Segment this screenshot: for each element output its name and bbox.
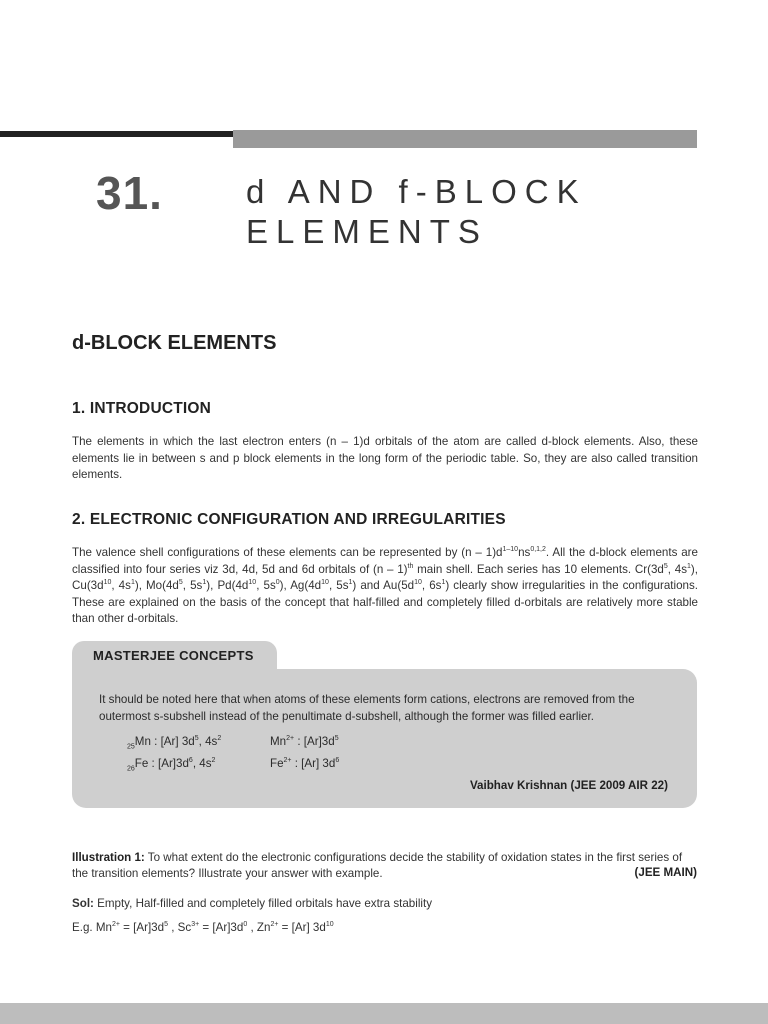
config-heading: 2. ELECTRONIC CONFIGURATION AND IRREGULARITIES (72, 511, 506, 528)
config-paragraph: The valence shell configurations of these elements can be represented by $(n - 1)d^{1-10}ns^{0,1,2}$. All the d-block elements are classified into four series viz 3d, 4d, 5d and 6d orbitals of (n – 1)$^{th}$ main shell. Each series has 10 elements. $Cr(3d^5$, $4s^1$), $Cu(3d^{10}$, $4s^1$), $Mo(4d^5$, $5s^1$), $Pd(4d^{10}$, $5s^0$), $Ag(4d^{10}$, $5s^1$) and $Au(5d^{10}$, $6s^1$) clearly show irregularities in the configurations. These are explained on the basis of the concept that half-filled and completely filled d-orbitals are relatively more stable than other d-orbitals. (72, 546, 699, 625)
chapter-title-line2: ELEMENTS (246, 213, 488, 250)
illustration-question: To what extent do the electronic configurations decide the stability of oxidation states in the first series of the transition elements? Illustrate your answer with example. (72, 851, 683, 880)
mn-configuration: $_{25}$Mn : [Ar] $3d^5$, $4s^2$ (127, 735, 222, 751)
solution (72, 897, 432, 910)
fe-ion-configuration: $Fe^{2+}$ : [Ar] $3d^6$ (270, 757, 340, 770)
chapter-title (246, 172, 587, 252)
fe-configuration: $_{26}$Fe : $[Ar]3d^6$, $4s^2$ (127, 757, 216, 773)
intro-paragraph: The elements in which the last electron enters (n – 1)d orbitals of the atom are called d-block elements. Also, these elements lie in between s and p block elements in the long form of the periodic table. So, they are also called transition elements. (72, 435, 698, 481)
footer-bar (0, 1003, 768, 1024)
masterjee-tab-label: MASTERJEE CONCEPTS (93, 648, 254, 663)
masterjee-concept-box (72, 669, 697, 808)
masterjee-text: It should be noted here that when atoms of these elements form cations, electrons are removed from the outermost s-subshell instead of the penultimate d-subshell, although the former was filled earlier. (99, 693, 635, 723)
masterjee-attribution: Vaibhav Krishnan (JEE 2009 AIR 22) (469, 779, 668, 792)
header-rule-grey (233, 130, 697, 148)
solution-text: Empty, Half-filled and completely filled orbitals have extra stability (93, 897, 432, 910)
chapter-number: 31. (96, 167, 163, 219)
header-rule-dark (0, 131, 233, 137)
exam-tag: (JEE MAIN) (634, 866, 697, 879)
intro-heading: 1. INTRODUCTION (72, 400, 212, 417)
illustration-label: Illustration 1: (72, 851, 145, 864)
masterjee-tab (72, 641, 277, 671)
illustration-1 (72, 850, 698, 882)
mn-ion-configuration: $Mn^{2+}$ : $[Ar]3d^5$ (270, 735, 339, 748)
solution-example: E.g. $Mn^{2+} = [Ar]3d^5$ , $Sc^{3+} = [Ar]3d^0$ , $Zn^{2+} = [Ar]$ $3d^{10}$ (72, 921, 334, 934)
solution-label: Sol: (72, 897, 94, 910)
section-title: d-BLOCK ELEMENTS (72, 332, 277, 354)
chapter-title-line1: d AND f-BLOCK (246, 173, 587, 210)
